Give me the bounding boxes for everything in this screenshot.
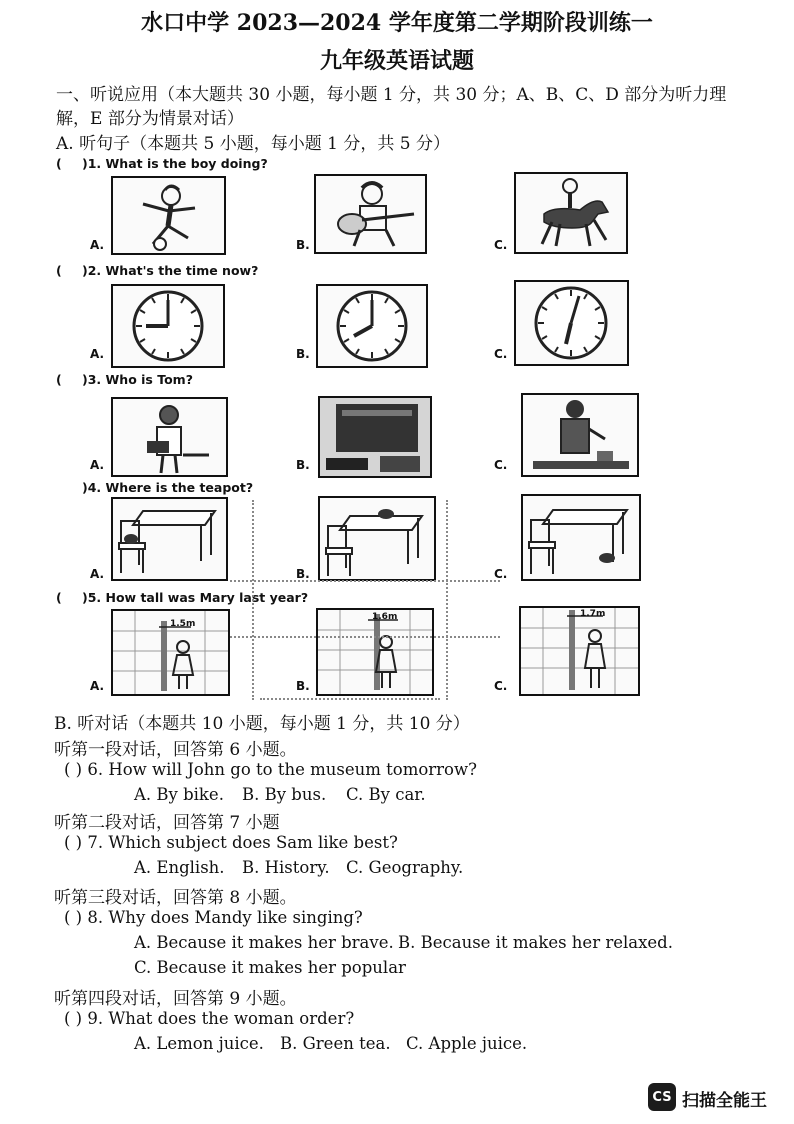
- q4-option-b: B.: [296, 567, 310, 581]
- q2-bracket: (: [56, 263, 62, 278]
- q1-option-a: A.: [90, 238, 105, 252]
- q9-option-b: B. Green tea.: [280, 1034, 391, 1053]
- scan-dotted-line: [446, 500, 448, 700]
- q5-option-c: C.: [494, 679, 508, 693]
- q3-text: )3. Who is Tom?: [82, 372, 193, 387]
- clock-6-oclock-image: [514, 280, 629, 366]
- boy-playing-football-image: [111, 176, 226, 255]
- q7-text: ( ) 7. Which subject does Sam like best?: [64, 833, 398, 852]
- part-b-heading: B. 听对话（本题共 10 小题，每小题 1 分，共 10 分）: [54, 714, 470, 734]
- q8-option-b: B. Because it makes her relaxed.: [398, 933, 673, 952]
- q3-option-a: A.: [90, 458, 105, 472]
- q7-option-a: A. English.: [134, 858, 225, 877]
- q5-text: )5. How tall was Mary last year?: [82, 590, 309, 605]
- q9-text: ( ) 9. What does the woman order?: [64, 1009, 355, 1028]
- q6-option-a: A. By bike.: [134, 785, 224, 804]
- teapot-under-table-image: [521, 494, 641, 581]
- q5-option-b: B.: [296, 679, 310, 693]
- dialogue-3-intro: 听第三段对话，回答第 8 小题。: [54, 888, 297, 908]
- part-a-heading: A. 听句子（本题共 5 小题，每小题 1 分，共 5 分）: [56, 134, 450, 154]
- scan-dotted-line: [260, 698, 440, 700]
- dialogue-1-intro: 听第一段对话，回答第 6 小题。: [54, 740, 297, 760]
- boy-riding-horse-image: [514, 172, 628, 254]
- q5-height-label-a: 1.5m: [170, 619, 196, 629]
- page-title: 水口中学 2023—2024 学年度第二学期阶段训练一: [141, 10, 653, 36]
- teapot-on-chair-image: [111, 497, 228, 581]
- mary-height-1-7m-image: [519, 606, 640, 696]
- q7-option-c: C. Geography.: [346, 858, 464, 877]
- boy-playing-guitar-image: [314, 174, 427, 254]
- q6-option-c: C. By car.: [346, 785, 426, 804]
- clock-9-oclock-image: [111, 284, 225, 368]
- dialogue-2-intro: 听第二段对话，回答第 7 小题: [54, 813, 280, 833]
- q2-text: )2. What's the time now?: [82, 263, 259, 278]
- man-at-desk-image: [521, 393, 639, 477]
- q5-height-label-b: 1.6m: [372, 612, 398, 622]
- q1-bracket: (: [56, 156, 62, 171]
- q8-option-a: A. Because it makes her brave.: [134, 933, 394, 952]
- q3-option-b: B.: [296, 458, 310, 472]
- q4-text: )4. Where is the teapot?: [82, 480, 254, 495]
- q1-option-c: C.: [494, 238, 508, 252]
- q4-option-c: C.: [494, 567, 508, 581]
- scan-dotted-line: [230, 580, 500, 582]
- q7-option-b: B. History.: [242, 858, 330, 877]
- scan-dotted-line: [252, 500, 254, 700]
- q5-height-label-c: 1.7m: [580, 609, 606, 619]
- teapot-on-table-image: [318, 496, 436, 581]
- q3-option-c: C.: [494, 458, 508, 472]
- scan-dotted-line: [230, 636, 500, 638]
- clock-8-oclock-image: [316, 284, 428, 368]
- q8-option-c: C. Because it makes her popular: [134, 958, 406, 977]
- q9-option-a: A. Lemon juice.: [134, 1034, 264, 1053]
- q6-text: ( ) 6. How will John go to the museum tomorrow?: [64, 760, 477, 779]
- q2-option-b: B.: [296, 347, 310, 361]
- q5-option-a: A.: [90, 679, 105, 693]
- q1-option-b: B.: [296, 238, 310, 252]
- q6-option-b: B. By bus.: [242, 785, 327, 804]
- camscanner-watermark-text: 扫描全能王: [682, 1091, 767, 1111]
- q5-bracket: (: [56, 590, 62, 605]
- q2-option-c: C.: [494, 347, 508, 361]
- section-heading-line1: 一、听说应用（本大题共 30 小题，每小题 1 分，共 30 分；A、B、C、D 部分为听力理: [56, 85, 727, 105]
- q2-option-a: A.: [90, 347, 105, 361]
- camscanner-logo-icon: CS: [648, 1083, 676, 1111]
- q9-option-c: C. Apple juice.: [406, 1034, 528, 1053]
- q8-text: ( ) 8. Why does Mandy like singing?: [64, 908, 363, 927]
- dialogue-4-intro: 听第四段对话，回答第 9 小题。: [54, 989, 297, 1009]
- q4-option-a: A.: [90, 567, 105, 581]
- page-subtitle: 九年级英语试题: [319, 48, 474, 74]
- q3-bracket: (: [56, 372, 62, 387]
- section-heading-line2: 解，E 部分为情景对话）: [56, 109, 244, 129]
- blackboard-scene-image: [318, 396, 432, 478]
- q1-text: )1. What is the boy doing?: [82, 156, 268, 171]
- man-reading-book-image: [111, 397, 228, 477]
